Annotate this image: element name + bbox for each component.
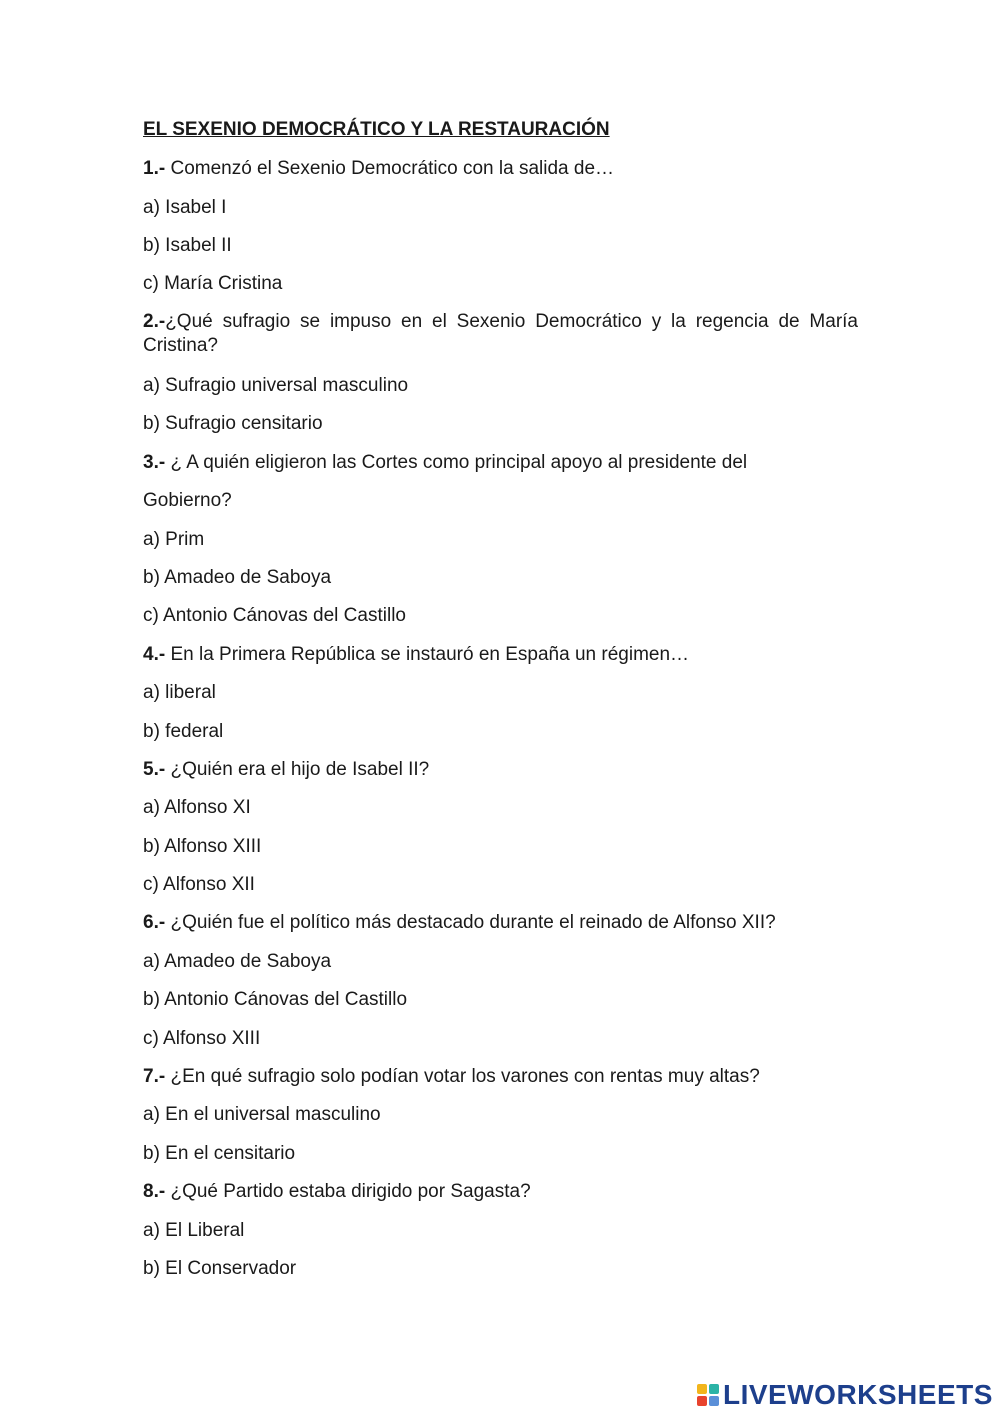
question-text: ¿Qué Partido estaba dirigido por Sagasta? (165, 1181, 531, 1202)
question-number: 8.- (143, 1181, 166, 1202)
option-2a: a) Sufragio universal masculino (143, 375, 409, 396)
option-3b: b) Amadeo de Saboya (143, 567, 332, 588)
question-5 (143, 758, 858, 782)
logo-tile (697, 1384, 707, 1394)
question-number: 4.- (143, 644, 166, 665)
question-8 (143, 1180, 858, 1204)
question-number: 7.- (143, 1066, 166, 1087)
option-8b: b) El Conservador (143, 1258, 297, 1279)
liveworksheets-logo-icon (697, 1384, 719, 1406)
option-3a: a) Prim (143, 529, 205, 550)
question-number: 6.- (143, 912, 166, 933)
option-5b: b) Alfonso XIII (143, 836, 262, 857)
liveworksheets-logo[interactable] (697, 1378, 993, 1412)
question-7 (143, 1065, 858, 1089)
option-6c: c) Alfonso XIII (143, 1028, 261, 1049)
question-text: ¿Quién era el hijo de Isabel II? (165, 759, 430, 780)
question-text: ¿Quién fue el político más destacado durante el reinado de Alfonso XII? (165, 912, 776, 933)
option-7b: b) En el censitario (143, 1143, 296, 1164)
option-3c: c) Antonio Cánovas del Castillo (143, 605, 406, 626)
option-6a: a) Amadeo de Saboya (143, 951, 332, 972)
option-1c: c) María Cristina (143, 273, 283, 294)
logo-tile (709, 1396, 719, 1406)
question-4 (143, 643, 858, 667)
question-number: 1.- (143, 158, 166, 179)
option-7a: a) En el universal masculino (143, 1104, 381, 1125)
option-5a: a) Alfonso XI (143, 797, 251, 818)
option-6b: b) Antonio Cánovas del Castillo (143, 989, 408, 1010)
question-number: 2.- (143, 311, 166, 332)
option-4a: a) liberal (143, 682, 216, 703)
logo-tile (709, 1384, 719, 1394)
question-1 (143, 157, 858, 181)
option-8a: a) El Liberal (143, 1220, 245, 1241)
question-text: ¿Qué sufragio se impuso en el Sexenio Democrático y la regencia de María Cristina? (143, 311, 858, 356)
option-4b: b) federal (143, 721, 224, 742)
logo-text: LIVEWORKSHEETS (723, 1379, 993, 1410)
question-text: En la Primera República se instauró en España un régimen… (165, 644, 690, 665)
question-text: ¿ A quién eligieron las Cortes como principal apoyo al presidente del (165, 452, 748, 473)
question-2 (143, 310, 858, 358)
option-1b: b) Isabel II (143, 235, 232, 256)
page-title: EL SEXENIO DEMOCRÁTICO Y LA RESTAURACIÓN (143, 119, 610, 140)
option-5c: c) Alfonso XII (143, 874, 255, 895)
question-3 (143, 451, 858, 475)
question-6 (143, 911, 858, 935)
question-3-continuation: Gobierno? (143, 490, 232, 511)
question-number: 3.- (143, 452, 166, 473)
question-number: 5.- (143, 759, 166, 780)
logo-tile (697, 1396, 707, 1406)
question-text: Comenzó el Sexenio Democrático con la salida de… (165, 158, 615, 179)
option-2b: b) Sufragio censitario (143, 413, 323, 434)
option-1a: a) Isabel I (143, 197, 227, 218)
question-text: ¿En qué sufragio solo podían votar los varones con rentas muy altas? (165, 1066, 760, 1087)
